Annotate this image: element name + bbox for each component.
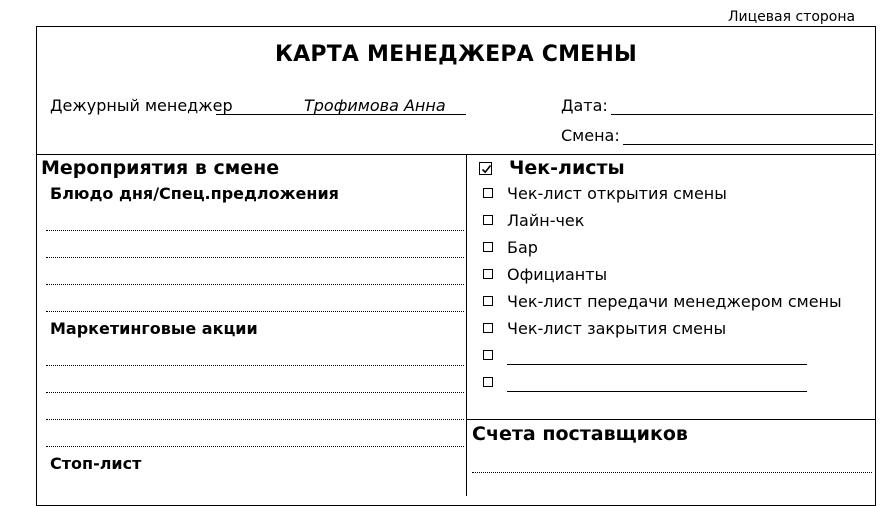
checkbox-icon[interactable] bbox=[483, 377, 493, 387]
shift-underline bbox=[623, 144, 873, 145]
suppliers-title: Счета поставщиков bbox=[472, 423, 688, 445]
checklist-item-label: Лайн-чек bbox=[507, 211, 585, 230]
marketing-line-2[interactable] bbox=[46, 392, 464, 393]
dish-line-1[interactable] bbox=[46, 230, 464, 231]
stop-list-label: Стоп-лист bbox=[50, 454, 142, 473]
blank-checklist-line-1[interactable] bbox=[507, 364, 807, 365]
marketing-line-4[interactable] bbox=[46, 446, 464, 447]
checkbox-icon[interactable] bbox=[483, 296, 493, 306]
marketing-line-3[interactable] bbox=[46, 419, 464, 420]
date-label: Дата: bbox=[561, 96, 608, 115]
column-divider bbox=[466, 154, 467, 496]
manager-label: Дежурный менеджер bbox=[50, 96, 233, 115]
checkbox-icon[interactable] bbox=[483, 269, 493, 279]
events-title: Мероприятия в смене bbox=[41, 157, 280, 179]
manager-underline bbox=[216, 114, 466, 115]
shift-label: Смена: bbox=[561, 126, 620, 145]
blank-checklist-line-2[interactable] bbox=[507, 391, 807, 392]
checkbox-icon[interactable] bbox=[483, 242, 493, 252]
checkbox-icon[interactable] bbox=[483, 215, 493, 225]
checklists-title: Чек-листы bbox=[509, 157, 625, 179]
checkbox-icon[interactable] bbox=[483, 188, 493, 198]
suppliers-divider bbox=[466, 419, 876, 420]
checklist-item-label: Чек-лист передачи менеджером смены bbox=[507, 292, 842, 311]
checklist-item-label: Чек-лист открытия смены bbox=[507, 184, 727, 203]
marketing-line-1[interactable] bbox=[46, 365, 464, 366]
dish-of-day-label: Блюдо дня/Спец.предложения bbox=[50, 184, 339, 203]
checklist-item-label: Чек-лист закрытия смены bbox=[507, 319, 727, 338]
marketing-label: Маркетинговые акции bbox=[50, 319, 258, 338]
checklist-item-label: Бар bbox=[507, 238, 538, 257]
checked-box-icon bbox=[479, 162, 492, 175]
suppliers-line-1[interactable] bbox=[472, 472, 872, 473]
header-divider bbox=[36, 154, 876, 155]
manager-value[interactable]: Трофимова Анна bbox=[304, 96, 446, 115]
side-label: Лицевая сторона bbox=[728, 9, 856, 25]
checklist-item-label: Официанты bbox=[507, 265, 608, 284]
date-underline bbox=[611, 114, 873, 115]
dish-line-3[interactable] bbox=[46, 284, 464, 285]
page-title: КАРТА МЕНЕДЖЕРА СМЕНЫ bbox=[274, 42, 638, 67]
checkbox-icon[interactable] bbox=[483, 323, 493, 333]
checkbox-icon[interactable] bbox=[483, 350, 493, 360]
dish-line-4[interactable] bbox=[46, 311, 464, 312]
dish-line-2[interactable] bbox=[46, 257, 464, 258]
